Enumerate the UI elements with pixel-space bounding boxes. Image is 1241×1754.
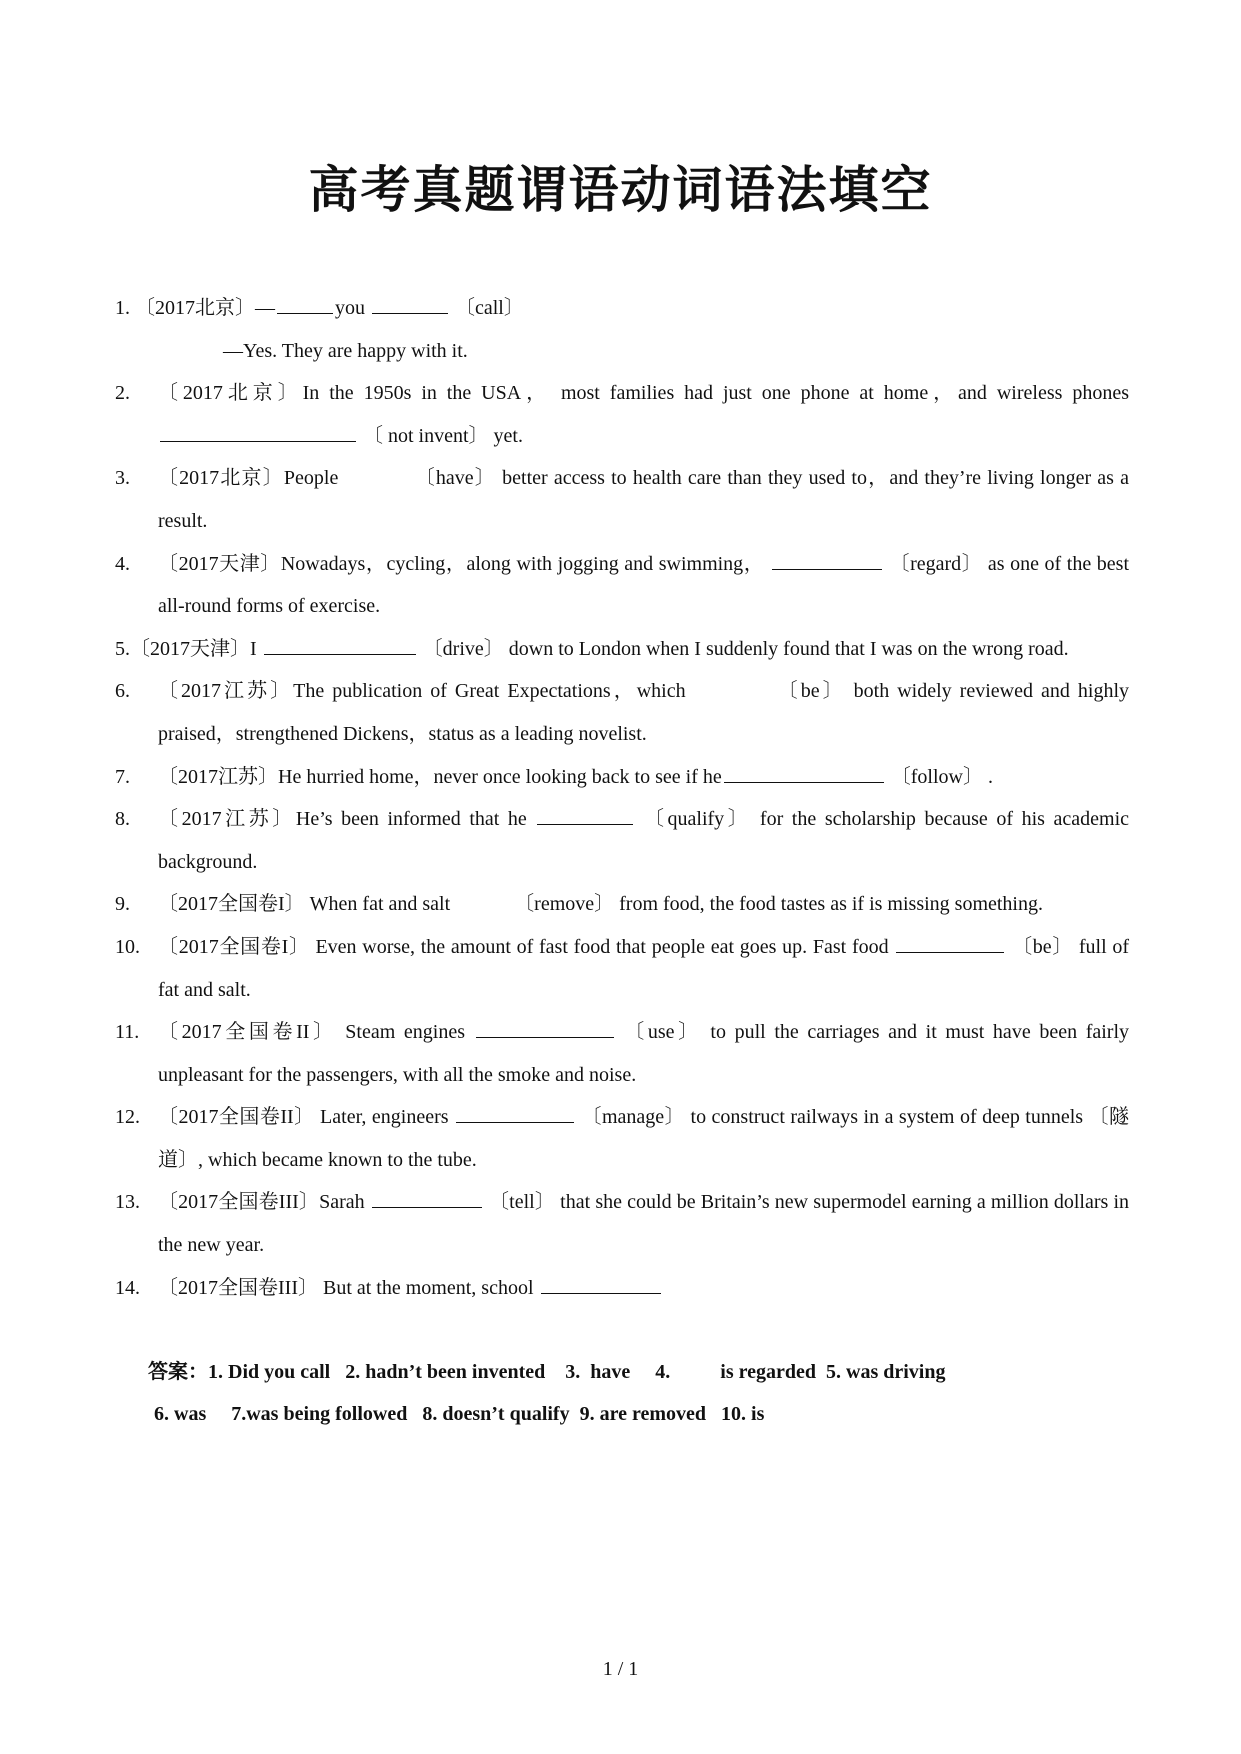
- answer-blank[interactable]: [724, 781, 884, 783]
- question-10: 10. 〔2017全国卷I〕 Even worse, the amount of fast food that people eat goes up. Fast food 〔be〕 full of fat and salt.: [115, 935, 1130, 1001]
- question-list: [115, 287, 1129, 1309]
- page-title: 高考真题谓语动词语法填空: [308, 160, 933, 219]
- question-6: 6. 〔2017江苏〕The publication of Great Expectations，which 〔be〕 both widely reviewed and highly praised，strengthened Dickens，status as a leading novelist.: [115, 680, 1130, 745]
- answer-blank[interactable]: [476, 1036, 614, 1038]
- answer-blank[interactable]: [696, 695, 768, 697]
- answer-blank[interactable]: [277, 312, 333, 314]
- answer-blank[interactable]: [456, 1121, 574, 1123]
- answer-blank[interactable]: [372, 1206, 482, 1208]
- page-number: 1 / 1: [602, 1658, 639, 1680]
- answer-blank[interactable]: [772, 568, 882, 570]
- question-8: 8. 〔2017江苏〕He’s been informed that he 〔qualify〕 for the scholarship because of his academic background.: [115, 808, 1130, 873]
- answer-key: [148, 1351, 1108, 1435]
- question-3: 3. 〔2017北京〕People 〔have〕 better access to health care than they used to，and they’re living longer as a result.: [115, 467, 1130, 532]
- question-14: 14. 〔2017全国卷III〕 But at the moment, school: [115, 1267, 1129, 1310]
- answer-blank[interactable]: [160, 440, 356, 442]
- answer-line-2: 6. was 7.was being followed 8. doesn’t qualify 9. are removed 10. is: [154, 1403, 765, 1425]
- question-11: 11. 〔2017全国卷II〕 Steam engines 〔use〕 to pull the carriages and it must have been fairly unpleasant for the passengers, with all the smoke and noise.: [115, 1021, 1130, 1086]
- question-1: 1. 〔2017北京〕— you 〔call〕 —Yes. They are happy with it.: [115, 287, 1129, 372]
- answer-blank[interactable]: [457, 908, 507, 910]
- question-9: 9. 〔2017全国卷I〕 When fat and salt 〔remove〕 from food, the food tastes as if is missing something.: [115, 893, 1043, 916]
- answer-blank[interactable]: [896, 951, 1004, 953]
- dialogue-reply: —Yes. They are happy with it.: [223, 339, 468, 362]
- answer-blank[interactable]: [541, 1292, 661, 1294]
- answer-blank[interactable]: [347, 482, 407, 484]
- question-2: 2. 〔2017北京〕In the 1950s in the USA， most families had just one phone at home，and wireless phones 〔 not invent〕 yet.: [115, 382, 1129, 447]
- answer-blank[interactable]: [537, 823, 633, 825]
- answer-blank[interactable]: [372, 312, 448, 314]
- answer-line-1: 答案：1. Did you call 2. hadn’t been invented 3. have 4. is regarded 5. was driving: [148, 1361, 946, 1383]
- question-4: 4. 〔2017天津〕Nowadays，cycling，along with jogging and swimming， 〔regard〕 as one of the best all-round forms of exercise.: [115, 552, 1130, 618]
- question-5: 5.〔2017天津〕I 〔drive〕 down to London when I suddenly found that I was on the wrong road.: [115, 637, 1069, 660]
- question-7: 7. 〔2017江苏〕He hurried home，never once looking back to see if he 〔follow〕 .: [115, 765, 993, 788]
- question-13: 13. 〔2017全国卷III〕Sarah 〔tell〕 that she could be Britain’s new supermodel earning a million dollars in the new year.: [115, 1191, 1130, 1257]
- question-12: 12. 〔2017全国卷II〕 Later, engineers 〔manage〕 to construct railways in a system of deep tunnels 〔隧道〕, which became known to the tube.: [115, 1106, 1129, 1171]
- answer-blank[interactable]: [264, 653, 416, 655]
